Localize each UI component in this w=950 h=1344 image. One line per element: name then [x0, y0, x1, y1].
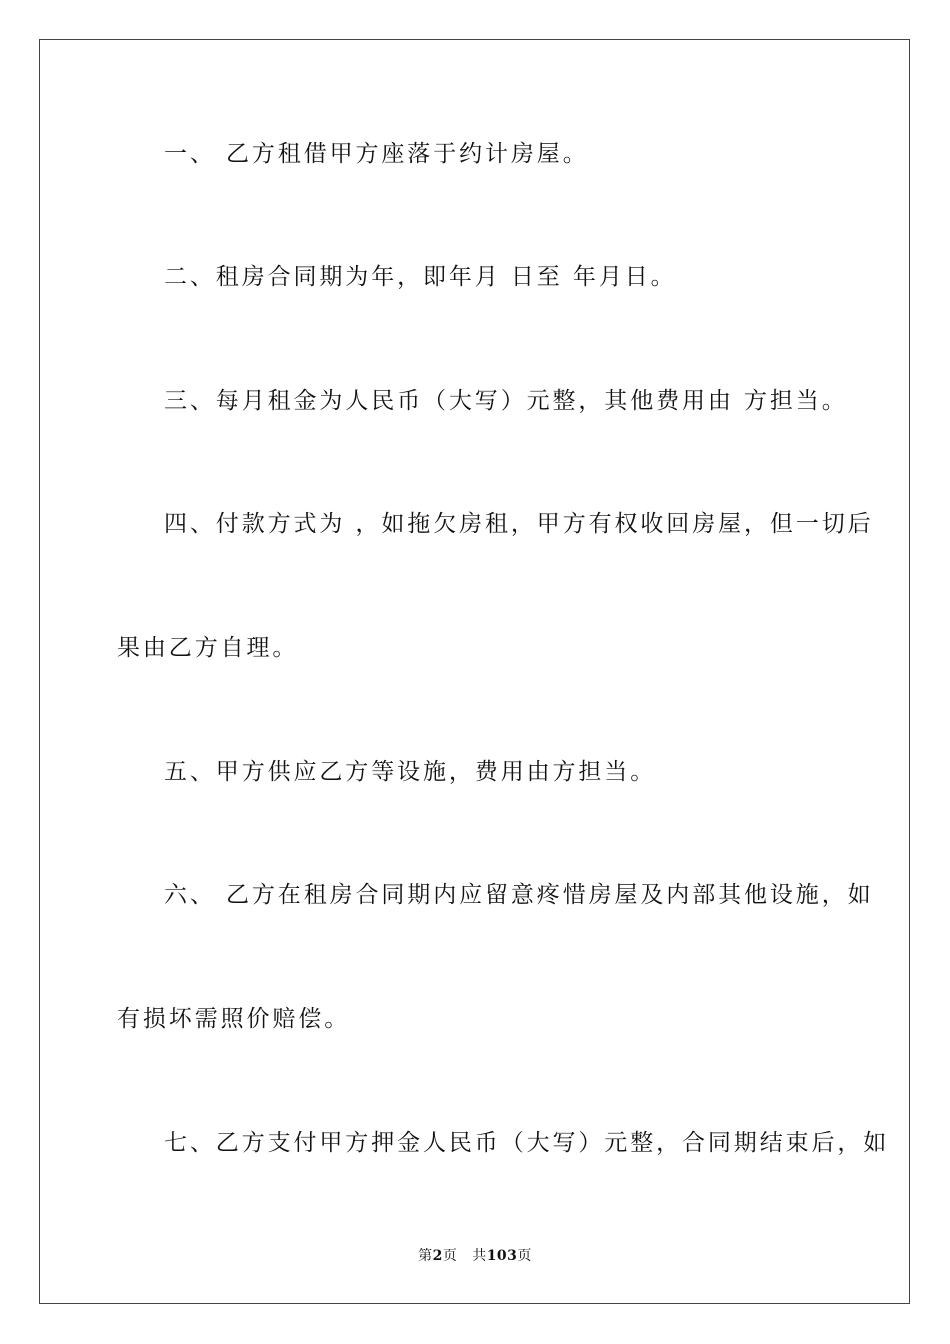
page-prefix: 第: [418, 1248, 433, 1264]
page-footer: [0, 1246, 950, 1266]
clause-6-continuation: 有损坏需照价赔偿。: [117, 1006, 351, 1032]
clause-7-text: 七、乙方支付甲方押金人民币（大写）元整，合同期结束后，如: [164, 1130, 890, 1156]
page-border: [39, 39, 910, 1304]
clause-4-continuation: 果由乙方自理。: [117, 635, 299, 661]
total-pages: 103: [486, 1248, 518, 1264]
clause-2-text: 二、租房合同期为年，即年月 日至 年月日。: [164, 264, 677, 290]
clause-3-text: 三、每月租金为人民币（大写）元整，其他费用由 方担当。: [164, 388, 848, 414]
page-number: 2: [432, 1248, 443, 1264]
total-prefix: 共: [472, 1248, 487, 1264]
total-suffix: 页: [517, 1248, 532, 1264]
clause-5-text: 五、甲方供应乙方等设施，费用由方担当。: [164, 759, 657, 785]
page-suffix: 页: [442, 1248, 458, 1264]
clause-6-text: 六、 乙方在租房合同期内应留意疼惜房屋及内部其他设施，如: [164, 882, 874, 908]
clause-4-text: 四、付款方式为 ，如拖欠房租，甲方有权收回房屋，但一切后: [164, 511, 874, 537]
clause-1-text: 一、 乙方租借甲方座落于约计房屋。: [164, 141, 589, 167]
